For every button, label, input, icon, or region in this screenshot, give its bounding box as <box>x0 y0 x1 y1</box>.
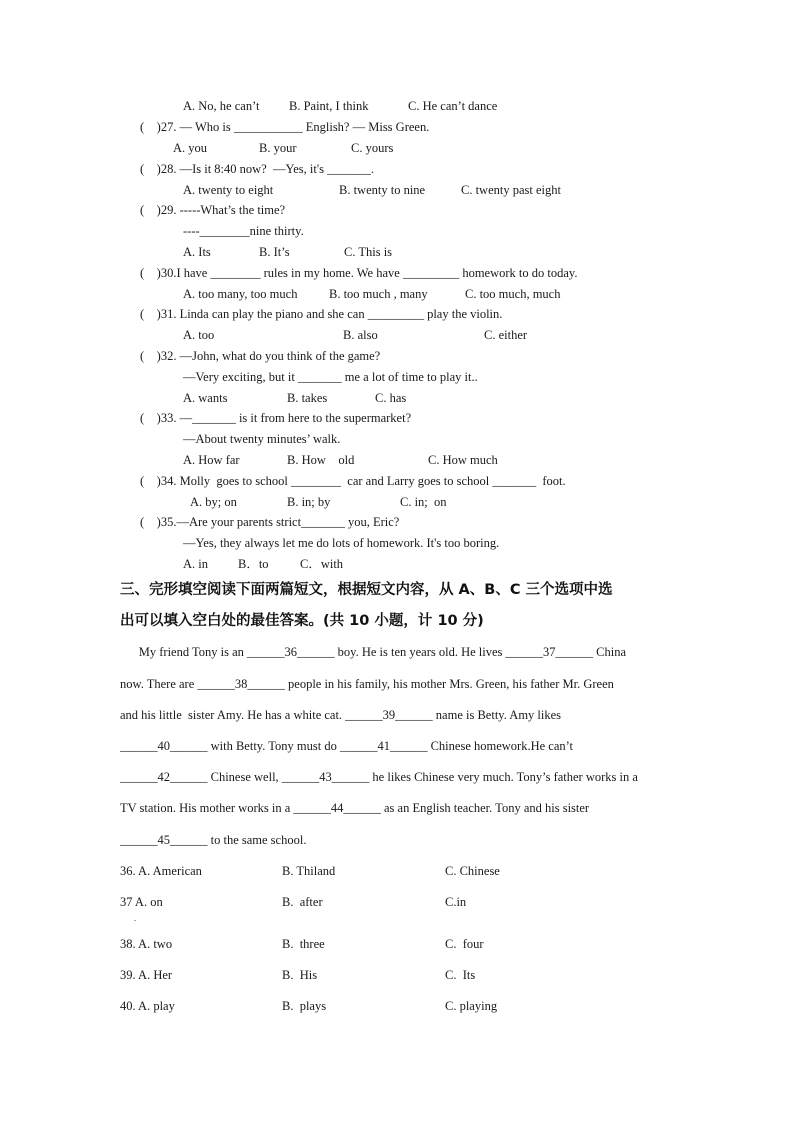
choice-40-c: C. playing <box>445 999 498 1013</box>
q33-option-a: A. How far <box>183 453 240 467</box>
section-heading-line2: 出可以填入空白处的最佳答案。(共 10 小题，计 10 分) <box>120 613 484 629</box>
passage-line: now. There are ______38______ people in his family, his mother Mrs. Green, his father Mr. Green <box>120 677 614 691</box>
q31-stem: ( )31. Linda can play the piano and she can _________ play the violin. <box>140 307 503 321</box>
passage-line: and his little sister Amy. He has a white cat. ______39______ name is Betty. Amy likes <box>120 708 562 722</box>
q30-option-b: B. too much , many <box>329 287 428 301</box>
q32-option-b: B. takes <box>287 391 328 405</box>
q35-stem: ( )35.—Are your parents strict_______ you, Eric? <box>140 515 400 529</box>
choice-39-c: C. Its <box>445 968 476 982</box>
q34-option-a: A. by; on <box>190 495 237 509</box>
q33-option-b: B. How old <box>287 453 355 467</box>
q29-option-a: A. Its <box>183 245 211 259</box>
q28-stem: ( )28. —Is it 8:40 now? —Yes, it's _______. <box>140 162 374 176</box>
q29-option-b: B. It’s <box>259 245 290 259</box>
choice-40-b: B. plays <box>282 999 327 1013</box>
choice-39-a: 39. A. Her <box>120 968 173 982</box>
q27-stem: ( )27. — Who is ___________ English? — Miss Green. <box>140 120 430 134</box>
q29-stem: ( )29. -----What’s the time? <box>140 203 286 217</box>
choice-36-a: 36. A. American <box>120 864 202 878</box>
q29-line2: ----________nine thirty. <box>183 224 304 238</box>
q32-option-a: A. wants <box>183 391 228 405</box>
q30-option-a: A. too many, too much <box>183 287 298 301</box>
choice-38-c: C. four <box>445 937 484 951</box>
q30-option-c: C. too much, much <box>465 287 561 301</box>
q27-option-c: C. yours <box>351 141 394 155</box>
choice-38-b: B. three <box>282 937 325 951</box>
q26-option-b: B. Paint, I think <box>289 99 369 113</box>
q32-option-c: C. has <box>375 391 407 405</box>
q35-line2: —Yes, they always let me do lots of homework. It's too boring. <box>183 536 500 550</box>
q28-option-c: C. twenty past eight <box>461 183 561 197</box>
passage-line: ______40______ with Betty. Tony must do ______41______ Chinese homework.He can’t <box>120 739 574 753</box>
passage-line: ______45______ to the same school. <box>120 833 307 847</box>
q31-option-c: C. either <box>484 328 528 342</box>
choice-36-b: B. Thiland <box>282 864 336 878</box>
q35-option-c: C．with <box>300 557 344 571</box>
q34-option-c: C. in; on <box>400 495 447 509</box>
choice-37-b: B. after <box>282 895 323 909</box>
q26-option-c: C. He can’t dance <box>408 99 498 113</box>
section-heading-line1: 三、完形填空阅读下面两篇短文，根据短文内容，从 A、B、C 三个选项中选 <box>120 582 613 598</box>
q28-option-b: B. twenty to nine <box>339 183 426 197</box>
q31-option-b: B. also <box>343 328 378 342</box>
choice-37-c: C.in <box>445 895 467 909</box>
passage-line: ______42______ Chinese well, ______43______ he likes Chinese very much. Tony’s father works in a <box>120 770 638 784</box>
passage-line: TV station. His mother works in a ______44______ as an English teacher. Tony and his sister <box>120 801 590 815</box>
q32-line2: —Very exciting, but it _______ me a lot of time to play it.. <box>183 370 478 384</box>
q27-option-a: A. you <box>173 141 208 155</box>
q29-option-c: C. This is <box>344 245 393 259</box>
q27-option-b: B. your <box>259 141 297 155</box>
choice-37-a: 37 A. on <box>120 895 163 909</box>
q33-stem: ( )33. —_______ is it from here to the supermarket? <box>140 411 412 425</box>
q35-option-b: B．to <box>238 557 269 571</box>
q34-stem: ( )34. Molly goes to school ________ car and Larry goes to school _______ foot. <box>140 474 566 488</box>
passage-line: My friend Tony is an ______36______ boy. He is ten years old. He lives ______37______ China <box>120 645 627 659</box>
q28-option-a: A. twenty to eight <box>183 183 274 197</box>
q31-option-a: A. too <box>183 328 215 342</box>
q33-line2: —About twenty minutes’ walk. <box>183 432 341 446</box>
q33-option-c: C. How much <box>428 453 498 467</box>
q30-stem: ( )30.I have ________ rules in my home. We have _________ homework to do today. <box>140 266 578 280</box>
choice-38-a: 38. A. two <box>120 937 173 951</box>
q32-stem: ( )32. —John, what do you think of the game? <box>140 349 381 363</box>
q35-option-a: A. in <box>183 557 208 571</box>
choice-36-c: C. Chinese <box>445 864 500 878</box>
choice-39-b: B. His <box>282 968 318 982</box>
choice-40-a: 40. A. play <box>120 999 175 1013</box>
q26-option-a: A. No, he can’t <box>183 99 260 113</box>
q34-option-b: B. in; by <box>287 495 331 509</box>
stray-dot: . <box>134 914 136 923</box>
